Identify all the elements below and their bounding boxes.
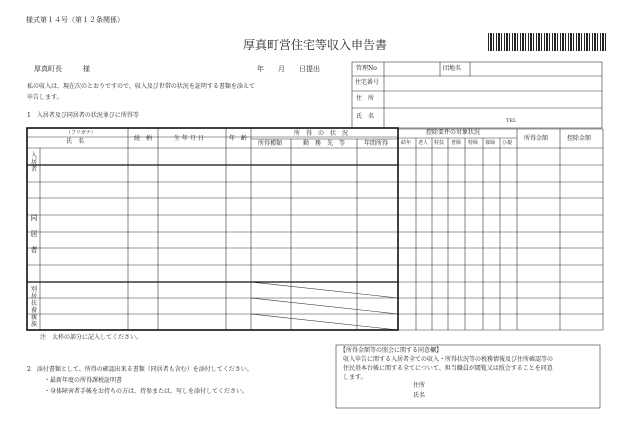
- annual-income-header: 年間所得: [364, 140, 389, 147]
- consent-line-2: 住民基本台帳に関する全てについて、担当職員が閲覧又は照会することを同意: [343, 365, 553, 372]
- name-header: 氏 名: [66, 138, 85, 145]
- age-header: 年 齢: [229, 135, 248, 142]
- consent-title: 【所得金額等の照会に関する同意欄】: [340, 347, 443, 354]
- income-amount-header: 所得金額: [524, 135, 549, 142]
- birthdate-header: 生 年 月 日: [174, 135, 204, 142]
- furigana-header: （フリガナ）: [66, 130, 96, 136]
- deduction-col-6: 寡婦: [485, 140, 496, 146]
- house-no-label: 住宅番号: [355, 79, 380, 86]
- note: 注 太枠の部分に記入してください。: [40, 334, 143, 341]
- intro-line-1: 私の収入は、現在次のとおりですので、収入及び世帯の状況を証明する書類を添えて: [27, 83, 255, 90]
- consent-line-3: します。: [343, 374, 367, 381]
- workplace-header: 勤 務 先 等: [303, 140, 346, 147]
- deduction-col-7: ひ親: [502, 140, 513, 146]
- consent-line-1: 収入申告に関する入居者全ての収入・所得状況等の税務情報及び住所確認等の: [343, 356, 554, 363]
- resident-group-label: 入居者: [30, 152, 37, 173]
- section-2-line-1: 2 添付書類として、所得の確認出来る書類（同居者も含む）を添付してください。: [27, 366, 253, 373]
- income-status-header: 所 得 の 状 況: [294, 130, 349, 137]
- deduction-status-header: 控除要件の対象状況: [426, 129, 481, 136]
- section-1-label: 1 入居者及び同居者の状況並びに所得等: [27, 112, 139, 119]
- deduction-col-1: 結年: [401, 140, 412, 146]
- deduction-col-2: 老人: [418, 140, 429, 146]
- deduction-col-4: 普障: [451, 140, 462, 146]
- consent-name-label: 氏名: [413, 392, 426, 399]
- cohabitant-group-label: 同居者: [30, 214, 38, 254]
- complex-name-label: 団地名: [443, 65, 462, 72]
- deduction-col-3: 特扶: [434, 140, 445, 146]
- consent-address-label: 住所: [413, 382, 426, 389]
- deduction-col-5: 特障: [468, 140, 479, 146]
- addressee: 厚真町長 様: [34, 65, 90, 73]
- section-2-line-3: ・身体障害者手帳をお持ちの方は、持参または、写しを添付してください。: [44, 388, 249, 395]
- submission-date: 年 月 日提出: [257, 65, 320, 73]
- mgmt-no-label: 管理No: [356, 65, 377, 72]
- relation-header: 続 柄: [134, 135, 153, 142]
- separate-group-label: 別居扶養親族: [30, 286, 37, 328]
- intro-line-2: 申告します。: [27, 94, 63, 101]
- address-label: 住 所: [356, 95, 375, 102]
- income-type-header: 所得種類: [258, 140, 283, 147]
- form-number: 様式第１４号（第１２条関係）: [26, 16, 124, 24]
- deduction-amount-header: 控除金額: [567, 135, 592, 142]
- tel-label: TEL: [506, 118, 517, 124]
- page-title: 厚真町営住宅等収入申告書: [243, 38, 388, 52]
- name-label: 氏 名: [356, 113, 375, 120]
- section-2-line-2: ・最新年度の所得課税証明書: [44, 377, 123, 384]
